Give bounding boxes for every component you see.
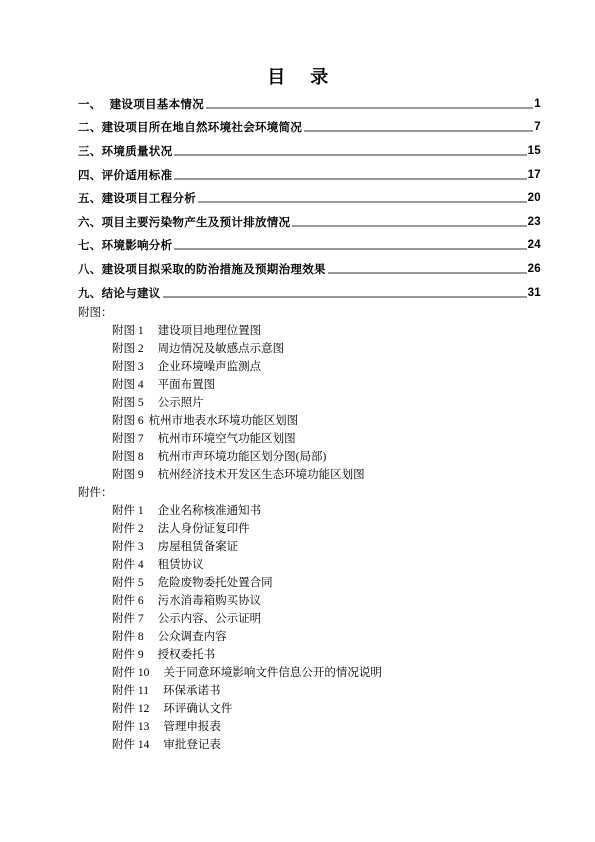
toc-entry-number: 五、 — [78, 193, 102, 206]
attachments-list — [78, 502, 538, 754]
attachment-title: 环评确认文件 — [163, 703, 233, 715]
attachment-title: 审批登记表 — [163, 739, 221, 751]
toc-entry-number: 二、 — [78, 122, 102, 135]
figure-label: 附图 5 — [112, 397, 144, 409]
attachment-title: 房屋租赁备案证 — [157, 541, 239, 553]
dot-leader — [328, 272, 527, 274]
attachment-title: 污水消毒箱购买协议 — [157, 595, 262, 607]
toc-entry-page-number: 1 — [534, 97, 541, 110]
attachment-title: 租赁协议 — [157, 559, 204, 571]
toc-entry-page-number: 20 — [527, 192, 541, 205]
attachment-label: 附件 1 — [112, 505, 144, 517]
toc-entry — [78, 281, 541, 305]
figure-label: 附图 3 — [112, 361, 144, 373]
toc-entry-title: 建设项目所在地自然环境社会环境简况 — [101, 122, 303, 135]
toc-entry-title: 建设项目工程分析 — [101, 193, 197, 206]
figure-title: 杭州市声环境功能区划分图(局部) — [157, 451, 327, 463]
toc-entry — [78, 92, 541, 116]
attachment-label: 附件 2 — [112, 523, 144, 535]
figure-title: 杭州经济技术开发区生态环境功能区划图 — [157, 469, 365, 481]
attachment-title: 企业名称核准通知书 — [157, 505, 262, 517]
toc-entry — [78, 139, 541, 163]
appendix-section — [78, 304, 538, 754]
toc-entry — [78, 234, 541, 258]
figure-title: 杭州市地表水环境功能区划图 — [148, 415, 299, 427]
attachment-item — [78, 736, 538, 754]
toc-entry-page-number: 26 — [527, 262, 541, 275]
figure-label: 附图 4 — [112, 379, 144, 391]
attachment-label: 附件 4 — [112, 559, 144, 571]
figure-label: 附图 1 — [112, 325, 144, 337]
toc-entry-page-number: 24 — [527, 239, 541, 252]
attachment-label: 附件 8 — [112, 631, 144, 643]
toc-entry-title: 建设项目拟采取的防治措施及预期治理效果 — [101, 263, 326, 276]
page-title: 目 录 — [267, 67, 332, 88]
attachment-item — [78, 538, 538, 556]
figure-item — [78, 430, 538, 448]
attachment-title: 关于同意环境影响文件信息公开的情况说明 — [163, 667, 382, 679]
attachment-item — [78, 592, 538, 610]
attachment-label: 附件 9 — [112, 649, 144, 661]
dot-leader — [206, 107, 533, 109]
dot-leader — [198, 201, 527, 203]
figure-item — [78, 376, 538, 394]
attachment-item — [78, 574, 538, 592]
figure-title: 公示照片 — [157, 397, 204, 409]
toc-entry-page-number: 31 — [527, 286, 541, 299]
toc-entry — [78, 116, 541, 140]
dot-leader — [174, 178, 526, 180]
figure-label: 附图 2 — [112, 343, 144, 355]
figure-title: 周边情况及敏感点示意图 — [157, 343, 285, 355]
attachment-title: 法人身份证复印件 — [157, 523, 250, 535]
toc-list — [78, 92, 541, 304]
attachment-title: 授权委托书 — [157, 649, 216, 661]
attachment-title: 公众调查内容 — [157, 631, 227, 643]
toc-entry-page-number: 23 — [527, 215, 541, 228]
figure-label: 附图 9 — [112, 469, 144, 481]
toc-entry-number: 三、 — [78, 145, 102, 158]
figure-title: 杭州市环境空气功能区划图 — [157, 433, 296, 445]
toc-entry-page-number: 15 — [527, 144, 541, 157]
toc-entry — [78, 163, 541, 187]
toc-entry-page-number: 17 — [527, 168, 541, 181]
dot-leader — [174, 154, 526, 156]
toc-entry-page-number: 7 — [534, 121, 541, 134]
toc-entry-title: 结论与建议 — [101, 287, 161, 300]
figure-item — [78, 412, 538, 430]
dot-leader — [163, 296, 527, 298]
dot-leader — [304, 130, 533, 132]
toc-entry-number: 一、 — [78, 98, 102, 111]
attachment-label: 附件 5 — [112, 577, 144, 589]
figures-heading: 附图： — [78, 307, 113, 319]
attachment-item — [78, 556, 538, 574]
dot-leader — [292, 225, 526, 227]
attachment-title: 公示内容、公示证明 — [157, 613, 262, 625]
toc-entry-number: 七、 — [78, 240, 102, 253]
figure-title: 企业环境噪声监测点 — [157, 361, 262, 373]
attachment-label: 附件 7 — [112, 613, 144, 625]
dot-leader — [174, 248, 526, 250]
attachment-item — [78, 628, 538, 646]
figure-label: 附图 6 — [112, 415, 144, 427]
attachment-item — [78, 520, 538, 538]
figure-item — [78, 358, 538, 376]
toc-entry-number: 四、 — [78, 169, 102, 182]
attachments-heading: 附件： — [78, 487, 113, 499]
toc-entry-title: 评价适用标准 — [101, 169, 173, 182]
attachment-label: 附件 11 — [112, 685, 149, 697]
attachment-item — [78, 700, 538, 718]
attachment-label: 附件 6 — [112, 595, 144, 607]
toc-entry-title: 环境质量状况 — [101, 145, 173, 158]
attachment-title: 环保承诺书 — [162, 685, 221, 697]
attachment-item — [78, 718, 538, 736]
figure-item — [78, 340, 538, 358]
toc-entry-number: 六、 — [78, 216, 102, 229]
attachment-label: 附件 12 — [112, 703, 150, 715]
figure-item — [78, 322, 538, 340]
attachment-item — [78, 502, 538, 520]
toc-entry-title: 建设项目基本情况 — [109, 98, 205, 111]
toc-entry-title: 环境影响分析 — [101, 240, 173, 253]
toc-entry-number: 八、 — [78, 263, 102, 276]
figure-item — [78, 466, 538, 484]
figure-item — [78, 394, 538, 412]
attachment-label: 附件 13 — [112, 721, 150, 733]
attachment-label: 附件 3 — [112, 541, 144, 553]
figure-item — [78, 448, 538, 466]
toc-entry — [78, 186, 541, 210]
attachment-item — [78, 646, 538, 664]
attachment-item — [78, 664, 538, 682]
toc-entry — [78, 210, 541, 234]
figure-title: 平面布置图 — [157, 379, 216, 391]
attachment-title: 危险废物委托处置合同 — [157, 577, 273, 589]
attachment-title: 管理申报表 — [163, 721, 221, 733]
attachment-item — [78, 610, 538, 628]
toc-entry-title: 项目主要污染物产生及预计排放情况 — [101, 216, 291, 229]
figure-label: 附图 7 — [112, 433, 144, 445]
toc-entry — [78, 257, 541, 281]
figure-label: 附图 8 — [112, 451, 144, 463]
figure-title: 建设项目地理位置图 — [157, 325, 262, 337]
attachment-label: 附件 14 — [112, 739, 150, 751]
attachment-item — [78, 682, 538, 700]
toc-entry-number: 九、 — [78, 287, 102, 300]
figures-list — [78, 322, 538, 484]
attachment-label: 附件 10 — [112, 667, 150, 679]
